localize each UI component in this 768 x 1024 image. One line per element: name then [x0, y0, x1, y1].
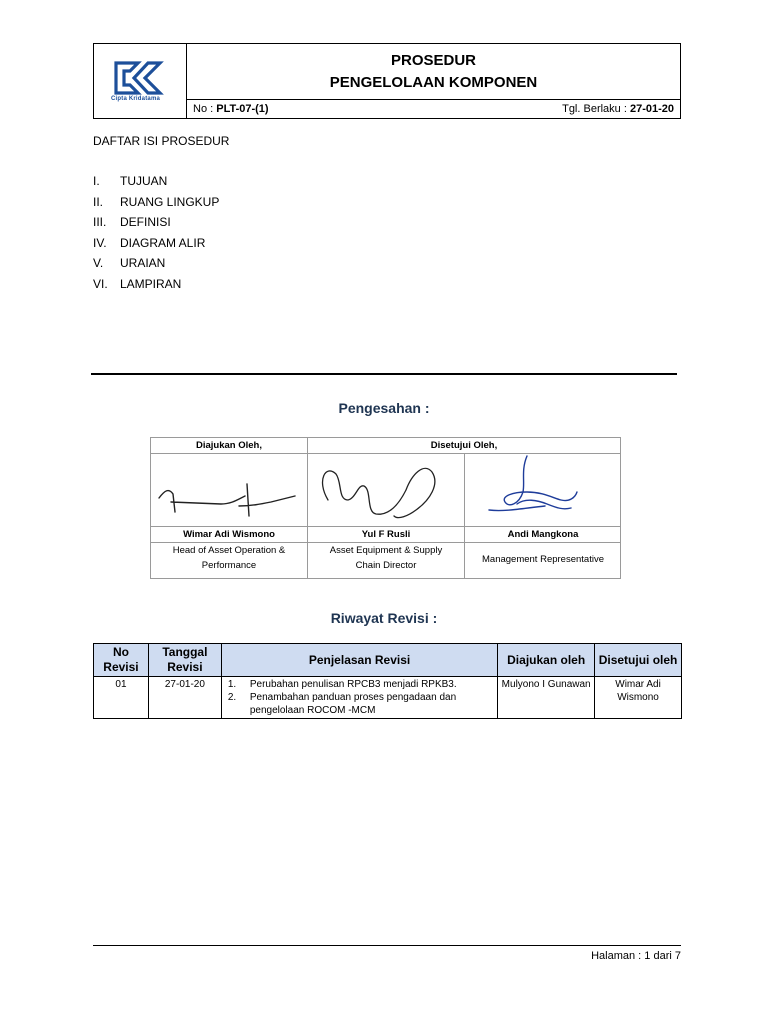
toc-item: I. TUJUAN — [93, 174, 168, 188]
signature-andi — [465, 448, 621, 526]
cell-no: 01 — [94, 677, 149, 719]
signature-wimar — [151, 454, 307, 526]
col-header-disetujui: Disetujui oleh — [595, 644, 682, 677]
effective-date: Tgl. Berlaku : 27-01-20 — [562, 103, 674, 115]
cell-diajukan: Mulyono I Gunawan — [498, 677, 595, 719]
revision-table — [93, 643, 682, 719]
document-title: PENGELOLAAN KOMPONEN — [329, 74, 538, 91]
signer-role: Head of Asset Operation & Performance — [172, 545, 286, 571]
logo-wordmark: Cipta Kridatama — [111, 96, 161, 102]
approved-by-label: Disetujui Oleh, — [430, 440, 498, 451]
table-row — [94, 677, 682, 719]
toc-title: DAFTAR ISI PROSEDUR — [93, 134, 230, 148]
cell-disetujui: Wimar Adi Wismono — [595, 677, 682, 719]
cell-tanggal: 27-01-20 — [148, 677, 221, 719]
col-header-tanggal: Tanggal Revisi — [148, 644, 221, 677]
revision-history-title: Riwayat Revisi : — [330, 610, 438, 626]
signer-role: Management Representative — [482, 554, 604, 565]
document-header — [93, 43, 681, 119]
document-number: No : PLT-07-(1) — [193, 103, 269, 115]
cell-penjelasan — [221, 677, 497, 719]
approval-title: Pengesahan : — [338, 400, 430, 416]
toc-item: V. URAIAN — [93, 256, 166, 270]
company-logo — [112, 61, 168, 95]
approval-signature-table — [150, 437, 621, 579]
toc-item: III. DEFINISI — [93, 215, 171, 229]
toc-item: VI. LAMPIRAN — [93, 276, 182, 291]
signer-name: Wimar Adi Wismono — [183, 529, 275, 540]
signer-name: Yul F Rusli — [361, 529, 411, 540]
meta-row — [187, 100, 680, 118]
logo-cell — [94, 44, 187, 118]
title-cell — [187, 44, 680, 100]
list-item: 1. Perubahan penulisan RPCB3 menjadi RPKB3. — [227, 679, 457, 690]
toc-list — [93, 174, 393, 297]
toc-item: IV. DIAGRAM ALIR — [93, 235, 206, 250]
page-number: Halaman : 1 dari 7 — [591, 950, 681, 962]
col-header-diajukan: Diajukan oleh — [498, 644, 595, 677]
submitted-by-label: Diajukan Oleh, — [196, 440, 262, 451]
signer-role: Asset Equipment & Supply Chain Director — [329, 545, 443, 571]
toc-item: II. RUANG LINGKUP — [93, 194, 220, 209]
table-header-row — [94, 644, 682, 677]
footer-divider — [93, 945, 681, 946]
signature-yul — [308, 454, 464, 526]
document-type: PROSEDUR — [390, 52, 476, 69]
section-divider — [91, 373, 677, 375]
col-header-penjelasan: Penjelasan Revisi — [221, 644, 497, 677]
signer-name: Andi Mangkona — [507, 529, 579, 540]
col-header-no: No Revisi — [94, 644, 149, 677]
list-item: 2. Penambahan panduan proses pengadaan dan pengelolaan ROCOM -MCM — [227, 692, 457, 716]
